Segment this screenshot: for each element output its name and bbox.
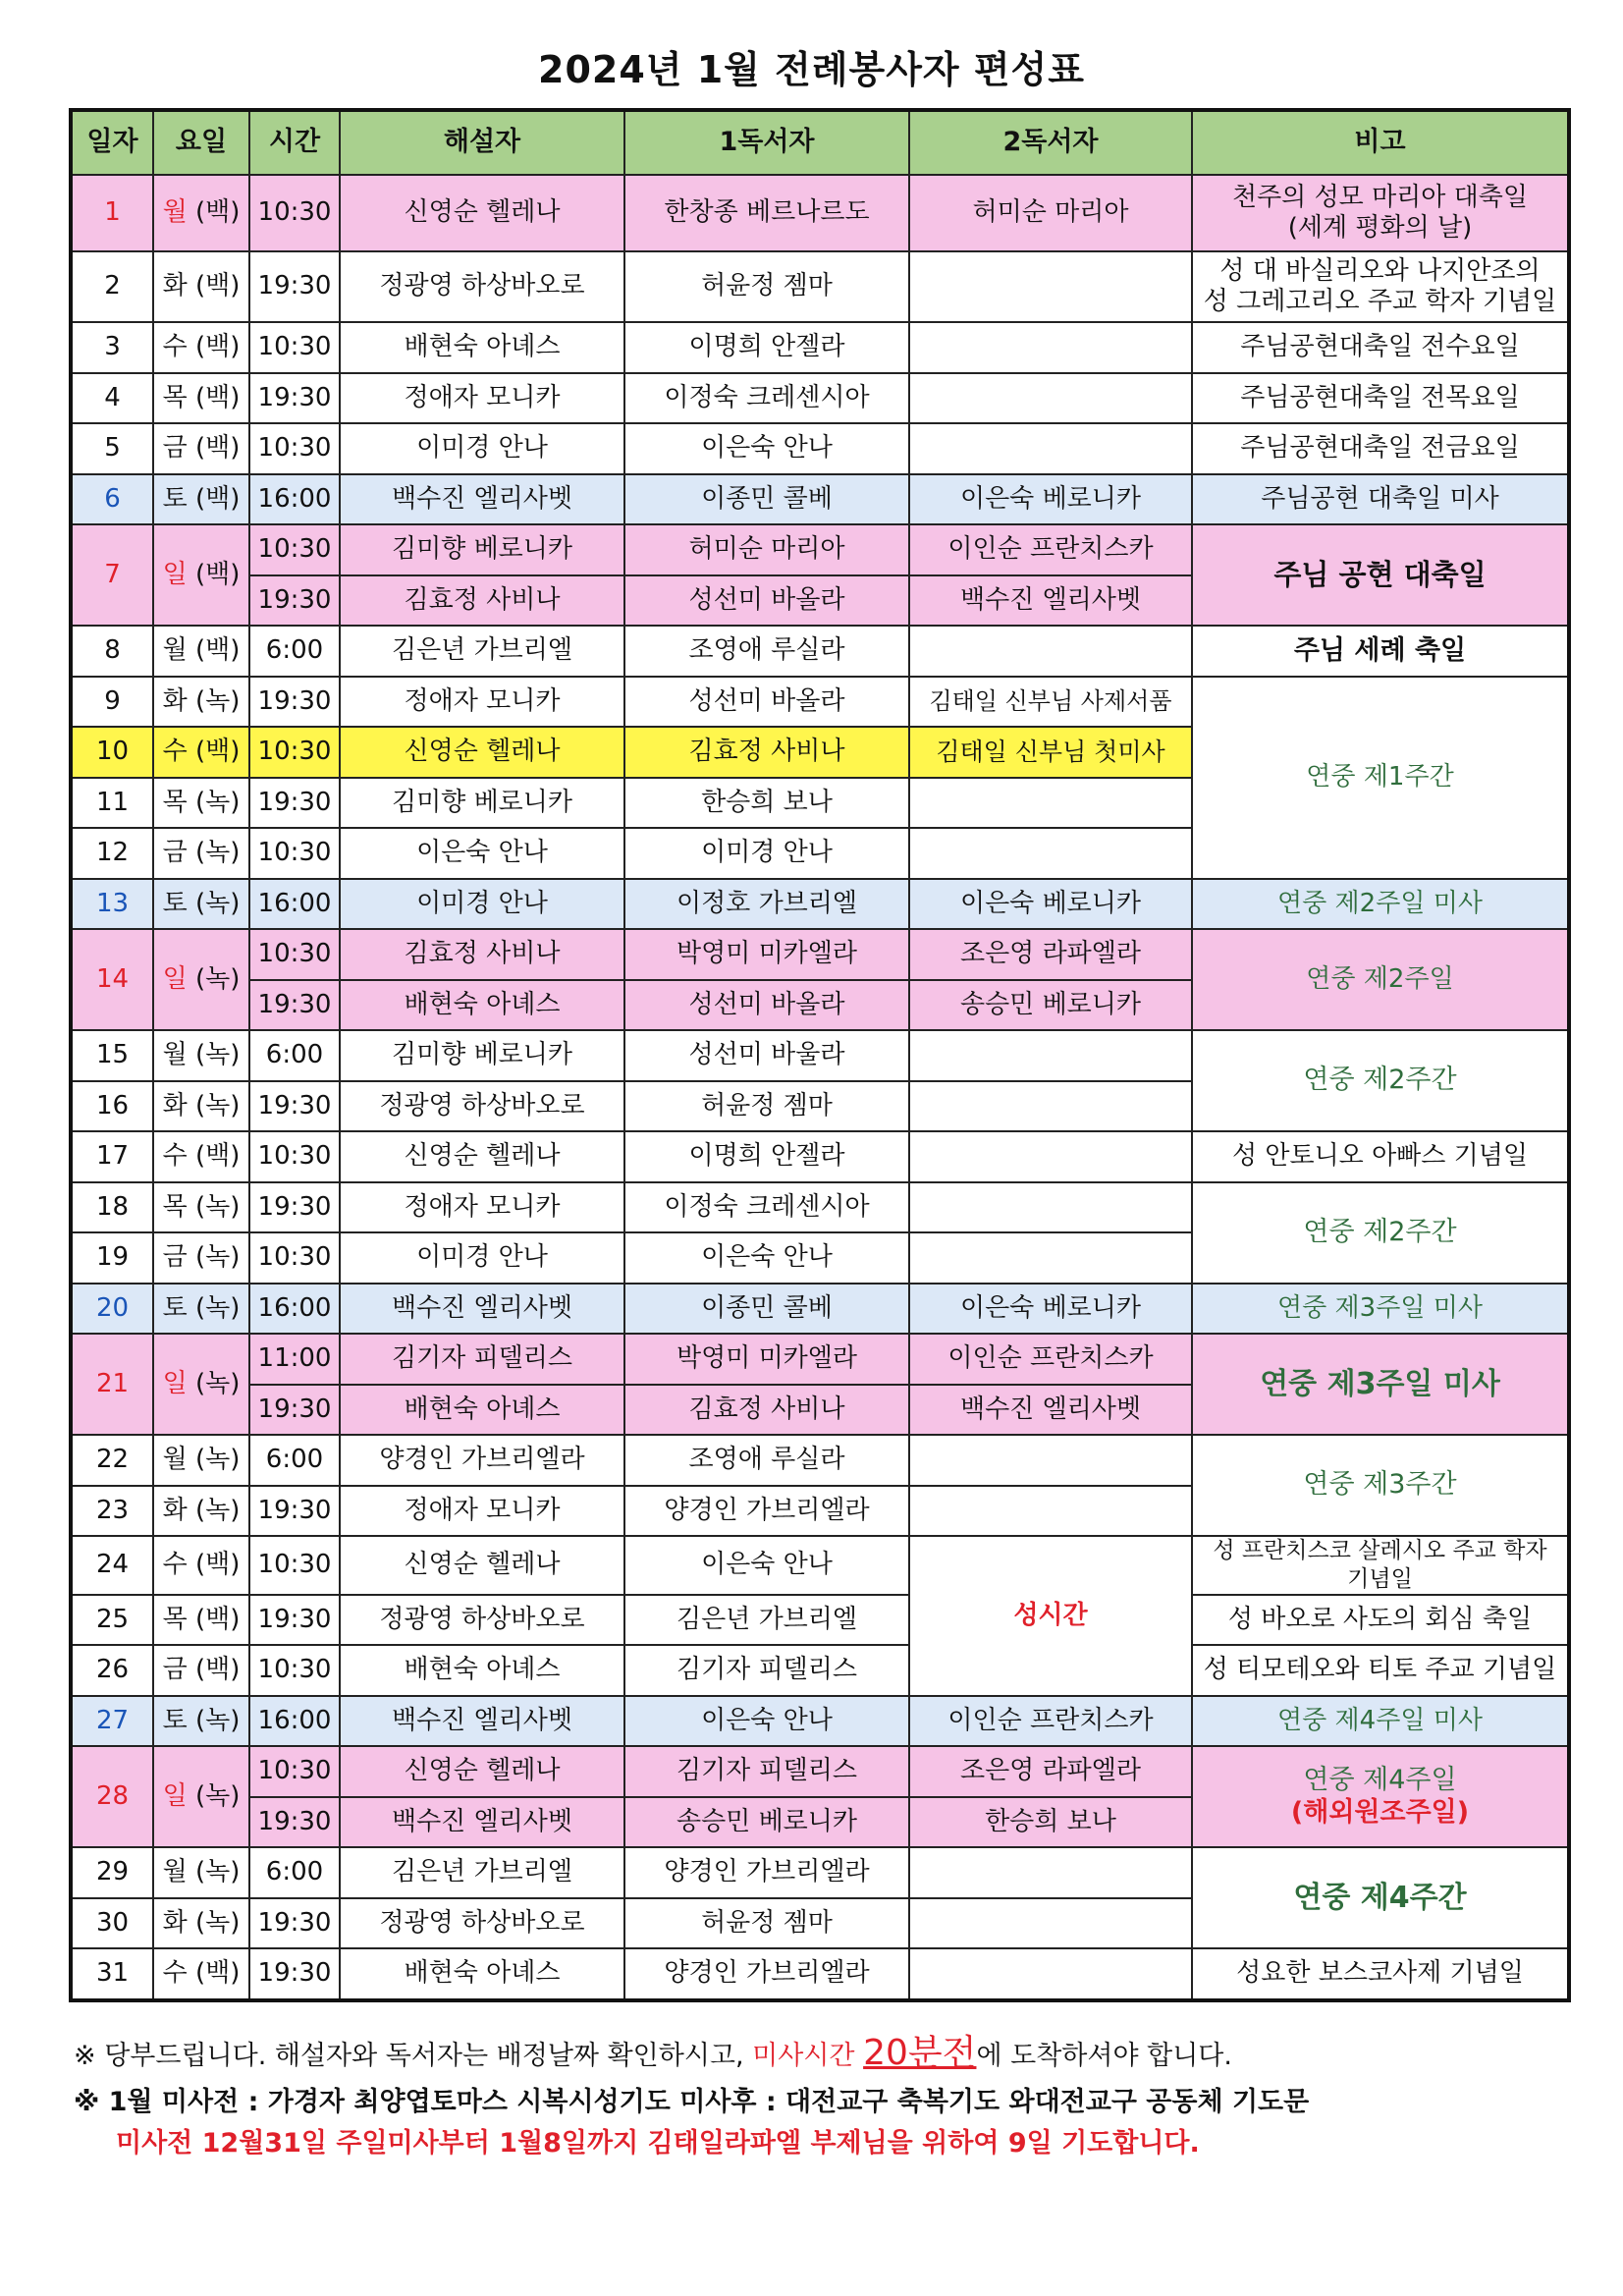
header-reader1: 1독서자: [624, 110, 909, 175]
reader1-cell: 허미순 마리아: [624, 524, 909, 575]
footer-prayer-info: ※ 1월 미사전 : 가경자 최양엽토마스 시복시성기도 미사후 : 대전교구 축복기도 와대전교구 공동체 기도문: [74, 2087, 1310, 2117]
day-cell: 30: [71, 1898, 153, 1949]
table-row: [71, 677, 1569, 728]
footer-novena-info: 미사전 12월31일 주일미사부터 1월8일까지 김태일라파엘 부제님을 위하여 9일 기도합니다.: [116, 2128, 1200, 2159]
weekday-cell: 수 (백): [153, 1131, 249, 1182]
note-cell: 천주의 성모 마리아 대축일 (세계 평화의 날): [1192, 175, 1569, 251]
reader1-cell: 김효정 사비나: [624, 1385, 909, 1436]
reader1-cell: 이은숙 안나: [624, 1696, 909, 1747]
header-reader2: 2독서자: [909, 110, 1192, 175]
reader2-cell: [909, 626, 1192, 677]
note-cell: 주님공현대축일 전목요일: [1192, 373, 1569, 424]
reader2-cell: [909, 1435, 1192, 1486]
commentator-cell: 배현숙 아녜스: [340, 1645, 624, 1696]
reader2-cell: [909, 1948, 1192, 2000]
header-time: 시간: [249, 110, 340, 175]
reader1-cell: 이미경 안나: [624, 828, 909, 879]
commentator-cell: 백수진 엘리사벳: [340, 1696, 624, 1747]
reader2-cell: [909, 828, 1192, 879]
weekday-cell: 월 (백): [153, 175, 249, 251]
commentator-cell: 이미경 안나: [340, 1232, 624, 1284]
reader2-cell: 김태일 신부님 사제서품: [909, 677, 1192, 728]
reader1-cell: 김기자 피델리스: [624, 1645, 909, 1696]
weekday-cell: 금 (녹): [153, 828, 249, 879]
day-cell: 5: [71, 423, 153, 474]
reader1-cell: 이종민 콜베: [624, 1284, 909, 1335]
time-cell: 10:30: [249, 423, 340, 474]
commentator-cell: 정광영 하상바오로: [340, 1595, 624, 1646]
commentator-cell: 신영순 헬레나: [340, 1131, 624, 1182]
commentator-cell: 정광영 하상바오로: [340, 1898, 624, 1949]
reader2-cell: [909, 251, 1192, 322]
day-cell: 27: [71, 1696, 153, 1747]
page-title: 2024년 1월 전례봉사자 편성표: [538, 48, 1085, 91]
day-cell: 9: [71, 677, 153, 728]
note-cell: 성 대 바실리오와 나지안조의 성 그레고리오 주교 학자 기념일: [1192, 251, 1569, 322]
weekday-cell: 일 (녹): [153, 1746, 249, 1847]
weekday-cell: 월 (녹): [153, 1030, 249, 1081]
reader2-cell: [909, 373, 1192, 424]
reader2-cell: [909, 1898, 1192, 1949]
schedule-table: [69, 108, 1571, 2002]
table-row: [71, 1746, 1569, 1797]
weekday-cell: 일 (녹): [153, 929, 249, 1030]
time-cell: 10:30: [249, 828, 340, 879]
reader2-cell: [909, 1030, 1192, 1081]
commentator-cell: 김은년 가브리엘: [340, 1847, 624, 1898]
commentator-cell: 배현숙 아녜스: [340, 1948, 624, 2000]
weekday-cell: 일 (백): [153, 524, 249, 626]
day-cell: 10: [71, 727, 153, 778]
time-cell: 16:00: [249, 474, 340, 525]
weekday-cell: 화 (녹): [153, 677, 249, 728]
weekday-cell: 수 (백): [153, 727, 249, 778]
day-cell: 29: [71, 1847, 153, 1898]
reader1-cell: 성선미 바올라: [624, 677, 909, 728]
weekday-cell: 수 (백): [153, 322, 249, 373]
reader2-cell: 한승희 보나: [909, 1797, 1192, 1848]
day-cell: 14: [71, 929, 153, 1030]
time-cell: 19:30: [249, 251, 340, 322]
reader1-cell: 한승희 보나: [624, 778, 909, 829]
table-row: [71, 879, 1569, 930]
commentator-cell: 김미향 베로니카: [340, 778, 624, 829]
reader2-cell: 이은숙 베로니카: [909, 879, 1192, 930]
commentator-cell: 신영순 헬레나: [340, 175, 624, 251]
note-cell: 성 안토니오 아빠스 기념일: [1192, 1131, 1569, 1182]
reader2-cell: 조은영 라파엘라: [909, 929, 1192, 980]
note-cell: 연중 제4주간: [1192, 1847, 1569, 1948]
reader1-cell: 조영애 루실라: [624, 1435, 909, 1486]
table-row: [71, 929, 1569, 980]
reader1-cell: 박영미 미카엘라: [624, 929, 909, 980]
time-cell: 19:30: [249, 1797, 340, 1848]
commentator-cell: 배현숙 아녜스: [340, 980, 624, 1031]
time-cell: 10:30: [249, 1645, 340, 1696]
commentator-cell: 배현숙 아녜스: [340, 322, 624, 373]
commentator-cell: 정애자 모니카: [340, 373, 624, 424]
reader1-cell: 조영애 루실라: [624, 626, 909, 677]
commentator-cell: 배현숙 아녜스: [340, 1385, 624, 1436]
note-cell: 주님공현대축일 전금요일: [1192, 423, 1569, 474]
note-cell: 성요한 보스코사제 기념일: [1192, 1948, 1569, 2000]
commentator-cell: 이은숙 안나: [340, 828, 624, 879]
commentator-cell: 이미경 안나: [340, 423, 624, 474]
commentator-cell: 신영순 헬레나: [340, 727, 624, 778]
table-row: [71, 1696, 1569, 1747]
reader1-cell: 성선미 바올라: [624, 575, 909, 627]
commentator-cell: 신영순 헬레나: [340, 1746, 624, 1797]
day-cell: 24: [71, 1536, 153, 1595]
reader1-cell: 양경인 가브리엘라: [624, 1948, 909, 2000]
weekday-cell: 토 (녹): [153, 879, 249, 930]
time-cell: 19:30: [249, 980, 340, 1031]
day-cell: 6: [71, 474, 153, 525]
reader2-cell: 이은숙 베로니카: [909, 474, 1192, 525]
commentator-cell: 정광영 하상바오로: [340, 1081, 624, 1132]
reader2-cell: [909, 1847, 1192, 1898]
weekday-cell: 화 (녹): [153, 1898, 249, 1949]
time-cell: 10:30: [249, 175, 340, 251]
time-cell: 10:30: [249, 1746, 340, 1797]
day-cell: 7: [71, 524, 153, 626]
table-row: [71, 626, 1569, 677]
reader2-cell: 이은숙 베로니카: [909, 1284, 1192, 1335]
weekday-cell: 토 (녹): [153, 1284, 249, 1335]
reader1-cell: 이명희 안젤라: [624, 322, 909, 373]
weekday-cell: 화 (녹): [153, 1486, 249, 1537]
note-cell: 연중 제2주간: [1192, 1030, 1569, 1131]
table-row: [71, 1847, 1569, 1898]
reader1-cell: 허윤정 젬마: [624, 1081, 909, 1132]
table-row: [71, 1334, 1569, 1385]
reader2-cell: [909, 1232, 1192, 1284]
reader2-cell: [909, 1182, 1192, 1233]
table-row: [71, 1131, 1569, 1182]
note-cell: 주님 공현 대축일: [1192, 524, 1569, 626]
weekday-cell: 월 (녹): [153, 1847, 249, 1898]
commentator-cell: 백수진 엘리사벳: [340, 1284, 624, 1335]
commentator-cell: 김은년 가브리엘: [340, 626, 624, 677]
note-cell: 연중 제2주일 미사: [1192, 879, 1569, 930]
reader1-cell: 허윤정 젬마: [624, 1898, 909, 1949]
note-cell: 연중 제4주일 미사: [1192, 1696, 1569, 1747]
commentator-cell: 김효정 사비나: [340, 575, 624, 627]
holy-hour-label: 성시간: [909, 1536, 1192, 1696]
reader2-cell: 이인순 프란치스카: [909, 524, 1192, 575]
day-cell: 16: [71, 1081, 153, 1132]
note-cell: 주님공현 대축일 미사: [1192, 474, 1569, 525]
table-row: [71, 1595, 1569, 1646]
day-cell: 11: [71, 778, 153, 829]
day-cell: 25: [71, 1595, 153, 1646]
reader1-cell: 송승민 베로니카: [624, 1797, 909, 1848]
header-commentator: 해설자: [340, 110, 624, 175]
time-cell: 16:00: [249, 879, 340, 930]
commentator-cell: 양경인 가브리엘라: [340, 1435, 624, 1486]
note-cell: 성 바오로 사도의 회심 축일: [1192, 1595, 1569, 1646]
weekday-cell: 금 (백): [153, 423, 249, 474]
note-cell: 연중 제3주간: [1192, 1435, 1569, 1536]
weekday-cell: 금 (녹): [153, 1232, 249, 1284]
note-cell: 연중 제4주일 (해외원조주일): [1192, 1746, 1569, 1847]
time-cell: 10:30: [249, 524, 340, 575]
time-cell: 19:30: [249, 575, 340, 627]
time-cell: 10:30: [249, 1536, 340, 1595]
time-cell: 6:00: [249, 1030, 340, 1081]
time-cell: 19:30: [249, 1595, 340, 1646]
day-cell: 19: [71, 1232, 153, 1284]
table-row: [71, 524, 1569, 575]
reader2-cell: 백수진 엘리사벳: [909, 1385, 1192, 1436]
reader1-cell: 한창종 베르나르도: [624, 175, 909, 251]
weekday-cell: 목 (녹): [153, 778, 249, 829]
weekday-cell: 토 (백): [153, 474, 249, 525]
commentator-cell: 정애자 모니카: [340, 1182, 624, 1233]
reader1-cell: 이은숙 안나: [624, 1232, 909, 1284]
commentator-cell: 정애자 모니카: [340, 677, 624, 728]
commentator-cell: 김미향 베로니카: [340, 1030, 624, 1081]
time-cell: 19:30: [249, 1948, 340, 2000]
table-row: [71, 1435, 1569, 1486]
table-row: [71, 1536, 1569, 1595]
reader2-cell: 이인순 프란치스카: [909, 1334, 1192, 1385]
table-row: [71, 1948, 1569, 2000]
weekday-cell: 목 (백): [153, 1595, 249, 1646]
table-row: [71, 423, 1569, 474]
reader2-cell: 백수진 엘리사벳: [909, 575, 1192, 627]
table-row: [71, 175, 1569, 251]
note-cell: 성 티모테오와 티토 주교 기념일: [1192, 1645, 1569, 1696]
day-cell: 31: [71, 1948, 153, 2000]
reader2-cell: [909, 322, 1192, 373]
commentator-cell: 김기자 피델리스: [340, 1334, 624, 1385]
time-cell: 6:00: [249, 626, 340, 677]
reader2-cell: [909, 423, 1192, 474]
day-cell: 28: [71, 1746, 153, 1847]
reader1-cell: 허윤정 젬마: [624, 251, 909, 322]
reader1-cell: 이은숙 안나: [624, 423, 909, 474]
table-row: [71, 474, 1569, 525]
header-row: [71, 110, 1569, 175]
reader1-cell: 김기자 피델리스: [624, 1746, 909, 1797]
reader1-cell: 김효정 사비나: [624, 727, 909, 778]
time-cell: 19:30: [249, 1898, 340, 1949]
day-cell: 2: [71, 251, 153, 322]
time-cell: 10:30: [249, 929, 340, 980]
day-cell: 21: [71, 1334, 153, 1435]
commentator-cell: 신영순 헬레나: [340, 1536, 624, 1595]
table-row: [71, 1182, 1569, 1233]
commentator-cell: 백수진 엘리사벳: [340, 474, 624, 525]
time-cell: 19:30: [249, 778, 340, 829]
reader2-cell: [909, 778, 1192, 829]
reader2-cell: [909, 1486, 1192, 1537]
table-row: [71, 322, 1569, 373]
weekday-cell: 토 (녹): [153, 1696, 249, 1747]
table-row: [71, 1284, 1569, 1335]
weekday-cell: 목 (녹): [153, 1182, 249, 1233]
reader2-cell: 송승민 베로니카: [909, 980, 1192, 1031]
weekday-cell: 수 (백): [153, 1948, 249, 2000]
table-row: [71, 1030, 1569, 1081]
reader2-cell: 김태일 신부님 첫미사: [909, 727, 1192, 778]
reader1-cell: 이명희 안젤라: [624, 1131, 909, 1182]
note-cell: 연중 제3주일 미사: [1192, 1284, 1569, 1335]
note-cell: 주님공현대축일 전수요일: [1192, 322, 1569, 373]
reader2-cell: 조은영 라파엘라: [909, 1746, 1192, 1797]
reader1-cell: 이은숙 안나: [624, 1536, 909, 1595]
commentator-cell: 백수진 엘리사벳: [340, 1797, 624, 1848]
day-cell: 26: [71, 1645, 153, 1696]
time-cell: 10:30: [249, 727, 340, 778]
day-cell: 18: [71, 1182, 153, 1233]
day-cell: 15: [71, 1030, 153, 1081]
commentator-cell: 김효정 사비나: [340, 929, 624, 980]
header-day: 일자: [71, 110, 153, 175]
table-row: [71, 1645, 1569, 1696]
commentator-cell: 정광영 하상바오로: [340, 251, 624, 322]
time-cell: 16:00: [249, 1284, 340, 1335]
time-cell: 6:00: [249, 1435, 340, 1486]
commentator-cell: 김미향 베로니카: [340, 524, 624, 575]
time-cell: 10:30: [249, 1232, 340, 1284]
table-row: [71, 251, 1569, 322]
reader2-cell: [909, 1081, 1192, 1132]
weekday-cell: 수 (백): [153, 1536, 249, 1595]
time-cell: 6:00: [249, 1847, 340, 1898]
commentator-cell: 이미경 안나: [340, 879, 624, 930]
header-weekday: 요일: [153, 110, 249, 175]
reader1-cell: 이정숙 크레센시아: [624, 1182, 909, 1233]
time-cell: 19:30: [249, 1486, 340, 1537]
time-cell: 19:30: [249, 1081, 340, 1132]
weekday-cell: 월 (백): [153, 626, 249, 677]
note-cell: 연중 제1주간: [1192, 677, 1569, 879]
note-cell: 연중 제2주일: [1192, 929, 1569, 1030]
footer-notice: ※ 당부드립니다. 해설자와 독서자는 배정날짜 확인하시고, 미사시간 20분전에 도착하셔야 합니다.: [74, 2033, 1232, 2073]
day-cell: 12: [71, 828, 153, 879]
note-cell: 연중 제2주간: [1192, 1182, 1569, 1284]
weekday-cell: 목 (백): [153, 373, 249, 424]
weekday-cell: 화 (백): [153, 251, 249, 322]
reader2-cell: [909, 1131, 1192, 1182]
reader1-cell: 이정숙 크레센시아: [624, 373, 909, 424]
day-cell: 1: [71, 175, 153, 251]
reader2-cell: 이인순 프란치스카: [909, 1696, 1192, 1747]
time-cell: 10:30: [249, 322, 340, 373]
weekday-cell: 금 (백): [153, 1645, 249, 1696]
time-cell: 10:30: [249, 1131, 340, 1182]
reader1-cell: 이정호 가브리엘: [624, 879, 909, 930]
time-cell: 19:30: [249, 1385, 340, 1436]
reader1-cell: 양경인 가브리엘라: [624, 1847, 909, 1898]
weekday-cell: 월 (녹): [153, 1435, 249, 1486]
day-cell: 22: [71, 1435, 153, 1486]
day-cell: 4: [71, 373, 153, 424]
weekday-cell: 일 (녹): [153, 1334, 249, 1435]
reader1-cell: 박영미 미카엘라: [624, 1334, 909, 1385]
day-cell: 17: [71, 1131, 153, 1182]
weekday-cell: 화 (녹): [153, 1081, 249, 1132]
header-note: 비고: [1192, 110, 1569, 175]
note-cell: 성 프란치스코 살레시오 주교 학자 기념일: [1192, 1536, 1569, 1595]
reader1-cell: 성선미 바올라: [624, 980, 909, 1031]
day-cell: 20: [71, 1284, 153, 1335]
note-cell: 연중 제3주일 미사: [1192, 1334, 1569, 1435]
commentator-cell: 정애자 모니카: [340, 1486, 624, 1537]
note-cell: 주님 세례 축일: [1192, 626, 1569, 677]
day-cell: 3: [71, 322, 153, 373]
reader2-cell: 허미순 마리아: [909, 175, 1192, 251]
day-cell: 13: [71, 879, 153, 930]
table-row: [71, 373, 1569, 424]
day-cell: 8: [71, 626, 153, 677]
time-cell: 16:00: [249, 1696, 340, 1747]
reader1-cell: 양경인 가브리엘라: [624, 1486, 909, 1537]
time-cell: 11:00: [249, 1334, 340, 1385]
reader1-cell: 성선미 바울라: [624, 1030, 909, 1081]
time-cell: 19:30: [249, 373, 340, 424]
reader1-cell: 이종민 콜베: [624, 474, 909, 525]
time-cell: 19:30: [249, 1182, 340, 1233]
time-cell: 19:30: [249, 677, 340, 728]
reader1-cell: 김은년 가브리엘: [624, 1595, 909, 1646]
day-cell: 23: [71, 1486, 153, 1537]
